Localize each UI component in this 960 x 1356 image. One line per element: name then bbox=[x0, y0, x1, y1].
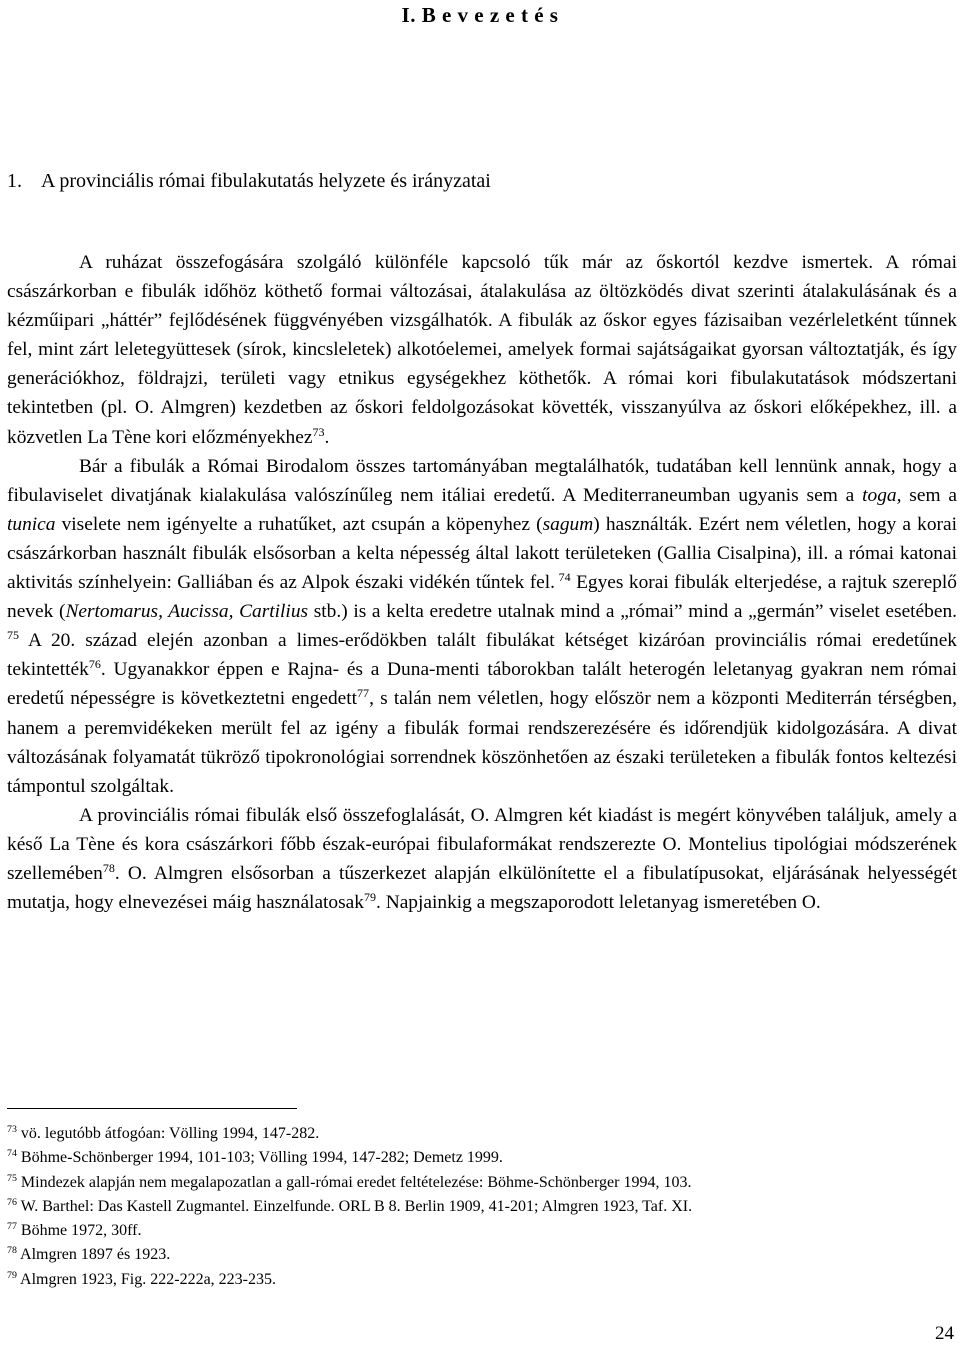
text-run: . Napjainkig a megszaporodott leletanyag ismeretében O. bbox=[376, 892, 821, 914]
footnote-text: Almgren 1923, Fig. 222-222a, 223-235. bbox=[16, 1270, 276, 1288]
footnote-number: 73 bbox=[7, 1124, 17, 1136]
paragraph bbox=[7, 248, 957, 452]
footnote-text: Böhme-Schönberger 1994, 101-103; Völling 1994, 147-282; Demetz 1999. bbox=[16, 1149, 503, 1167]
footnote-ref: 74 bbox=[555, 569, 571, 584]
footnote-ref: 75 bbox=[7, 628, 20, 643]
italic-term: tunica bbox=[7, 513, 56, 535]
footnote bbox=[7, 1268, 947, 1292]
footnote bbox=[7, 1122, 947, 1146]
footnotes bbox=[7, 1122, 947, 1292]
footnote-number: 75 bbox=[7, 1172, 17, 1184]
italic-term: toga, bbox=[862, 484, 902, 506]
footnote-ref: 79 bbox=[363, 889, 376, 904]
footnote-ref: 77 bbox=[357, 686, 370, 701]
text-run: . Ugyanakkor éppen e Rajna- és a Duna-menti táborokban talált heterogén leletanyag gyakran nem római eredetű népességre is következtetni engedett bbox=[7, 659, 957, 710]
section-number: 1. bbox=[7, 170, 22, 192]
text-run: A 20. század elején azonban a limes-erődökben talált fibulákat kétséget kizáróan provinciális római eredetűnek tekintették bbox=[7, 630, 957, 681]
footnote bbox=[7, 1146, 947, 1170]
section-title: A provinciális római fibulakutatás helyzete és irányzatai bbox=[41, 170, 491, 192]
body-text bbox=[7, 248, 957, 917]
section-heading bbox=[7, 168, 491, 194]
footnote-text: Almgren 1897 és 1923. bbox=[16, 1246, 171, 1264]
footnote-text: Böhme 1972, 30ff. bbox=[16, 1222, 142, 1240]
footnote-text: Mindezek alapján nem megalapozatlan a gall-római eredet feltételezése: Böhme-Schönberger 1994, 103. bbox=[16, 1173, 692, 1191]
footnote-text: W. Barthel: Das Kastell Zugmantel. Einzelfunde. ORL B 8. Berlin 1909, 41-201; Almgren 1923, Taf. XI. bbox=[16, 1197, 693, 1215]
footnote bbox=[7, 1219, 947, 1243]
text-run: Bár a fibulák a Római Birodalom összes tartományában megtalálhatók, tudatában kell lennünk annak, hogy a fibulaviselet divatjának kialakulása valószínűleg nem itáliai eredetű. A Mediterraneumban ugyanis sem a bbox=[7, 455, 957, 506]
italic-term: sagum bbox=[542, 513, 594, 535]
footnote bbox=[7, 1195, 947, 1219]
paragraph bbox=[7, 452, 957, 801]
footnote bbox=[7, 1171, 947, 1195]
text-run: Egyes korai fibulák elterjedése, a rajtuk szereplő nevek ( bbox=[7, 572, 957, 623]
page-number: 24 bbox=[935, 1323, 954, 1344]
footnote-ref: 76 bbox=[88, 657, 101, 672]
chapter-title: I. B e v e z e t é s bbox=[401, 3, 559, 27]
text-run: A ruházat összefogására szolgáló különféle kapcsoló tűk már az őskortól kezdve ismertek. A római császárkorban e fibulák időhöz köthető formai változásai, átalakulása az öltözködés divat szerinti átalakulásának és a kézműipari „háttér” fejlődésének függvényében vizsgálhatók. A fibulák az őskor egyes fázisaiban vezérleletként tűnnek fel, mint zárt leletegyüttesek (sírok, kincsleletek) alkotóelemei, amelyek formai sajátságaikat gyorsan változtatják, és így generációkhoz, földrajzi, területi vagy etnikus egységekhez köthetők. A római kori fibulakutatások módszertani tekintetben (pl. O. Almgren) kezdetben az őskori feldolgozásokat követték, visszanyúlva az őskori előképekhez, ill. a közvetlen La Tène kori előzményekhez bbox=[7, 252, 957, 448]
text-run: stb.) is a kelta eredetre utalnak mind a „római” mind a „germán” viselet esetében. bbox=[308, 601, 958, 623]
italic-term: Nertomarus, Aucissa, Cartilius bbox=[65, 601, 309, 623]
footnote-separator bbox=[7, 1108, 297, 1109]
text-run: . O. Almgren elsősorban a tűszerkezet alapján elkülönítette el a fibulatípusokat, eljárásának helyességét mutatja, hogy elnevezései máig használatosak bbox=[7, 862, 957, 914]
paragraph bbox=[7, 801, 957, 917]
text-run: viselete nem igényelte a ruhatűket, azt csupán a köpenyhez ( bbox=[55, 513, 543, 535]
footnote-ref: 78 bbox=[102, 860, 115, 875]
text-run: . bbox=[324, 426, 330, 448]
footnote bbox=[7, 1243, 947, 1267]
footnote-text: vö. legutóbb átfogóan: Völling 1994, 147-282. bbox=[16, 1125, 320, 1142]
footnote-ref: 73 bbox=[312, 424, 325, 439]
footnote-number: 76 bbox=[7, 1196, 17, 1208]
text-run: sem a bbox=[901, 484, 957, 506]
footnote-number: 79 bbox=[7, 1269, 17, 1281]
text-run: , s talán nem véletlen, hogy először nem a központi Mediterrán térségben, hanem a peremvidékeken merült fel az igény a fibulák formai rendszerezésére és időrendjük kidolgozására. A divat változásának folyamatát tükröző tipokronológiai sorrendnek köszönhetően az északi területeken a fibulák fontos keltezési támpontul szolgáltak. bbox=[7, 688, 957, 797]
footnote-number: 78 bbox=[7, 1245, 17, 1257]
text-run: ) használták. Ezért nem véletlen, hogy a korai császárkorban használt fibulák elsősorban a kelta népesség által lakott területeken (Gallia Cisalpina), ill. a római katonai aktivitás színhelyein: Galliában és az Alpok északi vidékén tűntek fel. bbox=[7, 513, 957, 594]
footnote-number: 77 bbox=[7, 1221, 17, 1233]
text-run: A provinciális római fibulák első összefoglalását, O. Almgren két kiadást is megért könyvében találjuk, amely a késő La Tène és kora császárkori főbb észak-európai fibulaformákat rendszerezte O. Montelius tipológiai módszerének szellemében bbox=[7, 804, 957, 884]
footnote-number: 74 bbox=[7, 1148, 17, 1160]
